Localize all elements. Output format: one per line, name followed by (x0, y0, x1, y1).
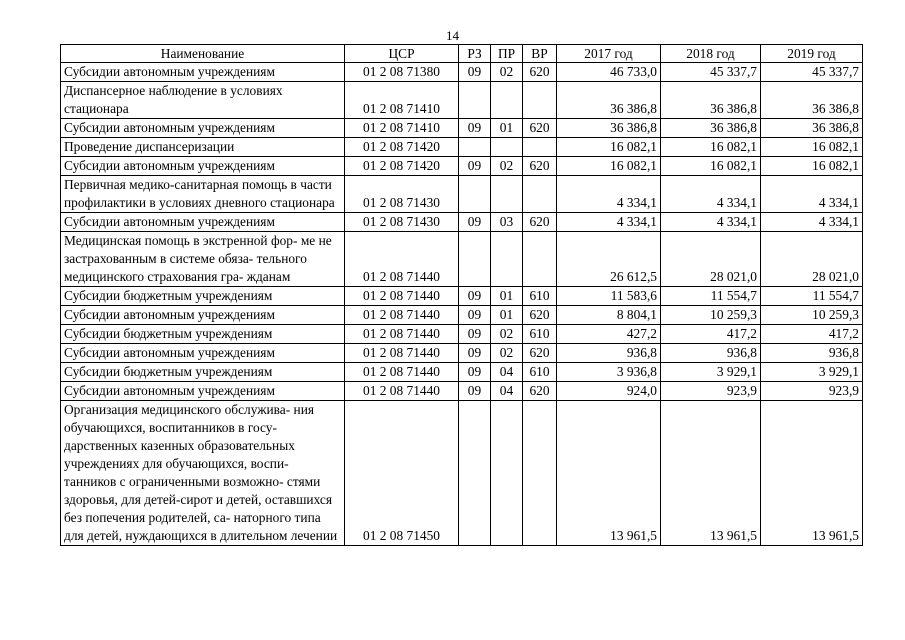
row-pr: 02 (491, 344, 523, 363)
row-2018: 16 082,1 (661, 157, 761, 176)
row-vr (523, 232, 557, 287)
row-csr: 01 2 08 71430 (345, 213, 459, 232)
table-row (61, 82, 863, 119)
table-row (61, 287, 863, 306)
row-2017: 924,0 (557, 382, 661, 401)
row-2019: 11 554,7 (761, 287, 863, 306)
row-csr: 01 2 08 71440 (345, 382, 459, 401)
row-rz: 09 (459, 287, 491, 306)
row-name: Субсидии автономным учреждениям (61, 157, 345, 176)
table-row (61, 213, 863, 232)
row-2019: 36 386,8 (761, 82, 863, 119)
row-pr (491, 401, 523, 546)
row-csr: 01 2 08 71380 (345, 63, 459, 82)
row-2017: 4 334,1 (557, 213, 661, 232)
row-name: Организация медицинского обслужива- ния обучающихся, воспитанников в госу- дарственных казенных образовательных учреждениях для обучающихся, воспи- танников с ограниченными возможно- стями здоровья, для детей-сирот и детей, оставшихся без попечения родителей, са- наторного типа для детей, нуждающихся в длительном лечении (61, 401, 345, 546)
header-pr: ПР (491, 45, 523, 63)
row-rz: 09 (459, 63, 491, 82)
table-row (61, 232, 863, 287)
row-2017: 3 936,8 (557, 363, 661, 382)
page-number: 14 (446, 28, 459, 43)
row-2019: 45 337,7 (761, 63, 863, 82)
table-body (61, 63, 863, 546)
row-vr: 610 (523, 363, 557, 382)
row-2018: 13 961,5 (661, 401, 761, 546)
row-2017: 936,8 (557, 344, 661, 363)
table-row (61, 401, 863, 546)
row-pr (491, 232, 523, 287)
header-2018: 2018 год (661, 45, 761, 63)
row-rz (459, 401, 491, 546)
row-csr: 01 2 08 71450 (345, 401, 459, 546)
row-2018: 36 386,8 (661, 82, 761, 119)
row-vr (523, 138, 557, 157)
row-2017: 4 334,1 (557, 176, 661, 213)
row-2018: 417,2 (661, 325, 761, 344)
row-rz: 09 (459, 213, 491, 232)
table-row (61, 325, 863, 344)
row-pr: 04 (491, 382, 523, 401)
header-2019: 2019 год (761, 45, 863, 63)
budget-table (60, 44, 863, 546)
row-pr (491, 176, 523, 213)
row-name: Субсидии автономным учреждениям (61, 119, 345, 138)
row-2018: 936,8 (661, 344, 761, 363)
row-vr: 610 (523, 325, 557, 344)
row-pr (491, 82, 523, 119)
row-2017: 8 804,1 (557, 306, 661, 325)
row-2019: 923,9 (761, 382, 863, 401)
row-rz: 09 (459, 306, 491, 325)
row-pr (491, 138, 523, 157)
row-2017: 13 961,5 (557, 401, 661, 546)
row-name: Субсидии автономным учреждениям (61, 382, 345, 401)
row-name: Субсидии бюджетным учреждениям (61, 325, 345, 344)
header-rz: РЗ (459, 45, 491, 63)
row-rz: 09 (459, 157, 491, 176)
row-name: Первичная медико-санитарная помощь в части профилактики в условиях дневного стационара (61, 176, 345, 213)
row-2017: 427,2 (557, 325, 661, 344)
table-row (61, 176, 863, 213)
row-2019: 4 334,1 (761, 213, 863, 232)
row-rz (459, 232, 491, 287)
row-csr: 01 2 08 71410 (345, 119, 459, 138)
row-name: Субсидии бюджетным учреждениям (61, 363, 345, 382)
row-2018: 3 929,1 (661, 363, 761, 382)
row-rz: 09 (459, 344, 491, 363)
row-rz: 09 (459, 363, 491, 382)
row-rz: 09 (459, 119, 491, 138)
row-vr (523, 401, 557, 546)
row-2019: 28 021,0 (761, 232, 863, 287)
table-row (61, 119, 863, 138)
row-pr: 02 (491, 157, 523, 176)
row-csr: 01 2 08 71440 (345, 363, 459, 382)
header-csr: ЦСР (345, 45, 459, 63)
row-pr: 04 (491, 363, 523, 382)
row-name: Субсидии автономным учреждениям (61, 213, 345, 232)
row-2017: 16 082,1 (557, 138, 661, 157)
row-csr: 01 2 08 71440 (345, 306, 459, 325)
row-2018: 10 259,3 (661, 306, 761, 325)
row-2019: 13 961,5 (761, 401, 863, 546)
table-row (61, 344, 863, 363)
row-csr: 01 2 08 71410 (345, 82, 459, 119)
row-vr: 620 (523, 344, 557, 363)
row-2017: 36 386,8 (557, 82, 661, 119)
row-2019: 36 386,8 (761, 119, 863, 138)
table-header-row (61, 45, 863, 63)
table-row (61, 306, 863, 325)
header-name: Наименование (61, 45, 345, 63)
row-2018: 4 334,1 (661, 213, 761, 232)
row-2019: 936,8 (761, 344, 863, 363)
row-name: Диспансерное наблюдение в условиях стационара (61, 82, 345, 119)
row-2017: 16 082,1 (557, 157, 661, 176)
row-2019: 417,2 (761, 325, 863, 344)
row-csr: 01 2 08 71440 (345, 287, 459, 306)
row-rz: 09 (459, 325, 491, 344)
row-vr: 610 (523, 287, 557, 306)
row-rz (459, 138, 491, 157)
row-name: Медицинская помощь в экстренной фор- ме не застрахованным в системе обяза- тельного медицинского страхования гра- жданам (61, 232, 345, 287)
row-2018: 16 082,1 (661, 138, 761, 157)
row-vr: 620 (523, 119, 557, 138)
row-2018: 11 554,7 (661, 287, 761, 306)
row-vr: 620 (523, 213, 557, 232)
row-rz: 09 (459, 382, 491, 401)
row-csr: 01 2 08 71420 (345, 138, 459, 157)
row-vr: 620 (523, 63, 557, 82)
table-row (61, 138, 863, 157)
row-vr (523, 176, 557, 213)
row-2018: 923,9 (661, 382, 761, 401)
row-2018: 28 021,0 (661, 232, 761, 287)
row-csr: 01 2 08 71440 (345, 232, 459, 287)
row-2017: 11 583,6 (557, 287, 661, 306)
row-name: Субсидии автономным учреждениям (61, 344, 345, 363)
row-2017: 26 612,5 (557, 232, 661, 287)
row-pr: 02 (491, 63, 523, 82)
row-pr: 02 (491, 325, 523, 344)
row-rz (459, 82, 491, 119)
header-2017: 2017 год (557, 45, 661, 63)
table-row (61, 157, 863, 176)
row-2018: 36 386,8 (661, 119, 761, 138)
table-row (61, 382, 863, 401)
row-2017: 36 386,8 (557, 119, 661, 138)
row-rz (459, 176, 491, 213)
row-name: Субсидии автономным учреждениям (61, 306, 345, 325)
row-name: Проведение диспансеризации (61, 138, 345, 157)
table-row (61, 63, 863, 82)
row-pr: 01 (491, 119, 523, 138)
row-csr: 01 2 08 71430 (345, 176, 459, 213)
row-2017: 46 733,0 (557, 63, 661, 82)
row-2018: 45 337,7 (661, 63, 761, 82)
row-vr (523, 82, 557, 119)
row-2018: 4 334,1 (661, 176, 761, 213)
row-2019: 3 929,1 (761, 363, 863, 382)
row-2019: 10 259,3 (761, 306, 863, 325)
row-csr: 01 2 08 71420 (345, 157, 459, 176)
row-name: Субсидии бюджетным учреждениям (61, 287, 345, 306)
row-pr: 03 (491, 213, 523, 232)
table-row (61, 363, 863, 382)
row-vr: 620 (523, 157, 557, 176)
header-vr: ВР (523, 45, 557, 63)
row-pr: 01 (491, 306, 523, 325)
row-2019: 16 082,1 (761, 157, 863, 176)
row-csr: 01 2 08 71440 (345, 325, 459, 344)
row-vr: 620 (523, 382, 557, 401)
row-2019: 16 082,1 (761, 138, 863, 157)
row-pr: 01 (491, 287, 523, 306)
row-vr: 620 (523, 306, 557, 325)
row-2019: 4 334,1 (761, 176, 863, 213)
row-name: Субсидии автономным учреждениям (61, 63, 345, 82)
row-csr: 01 2 08 71440 (345, 344, 459, 363)
